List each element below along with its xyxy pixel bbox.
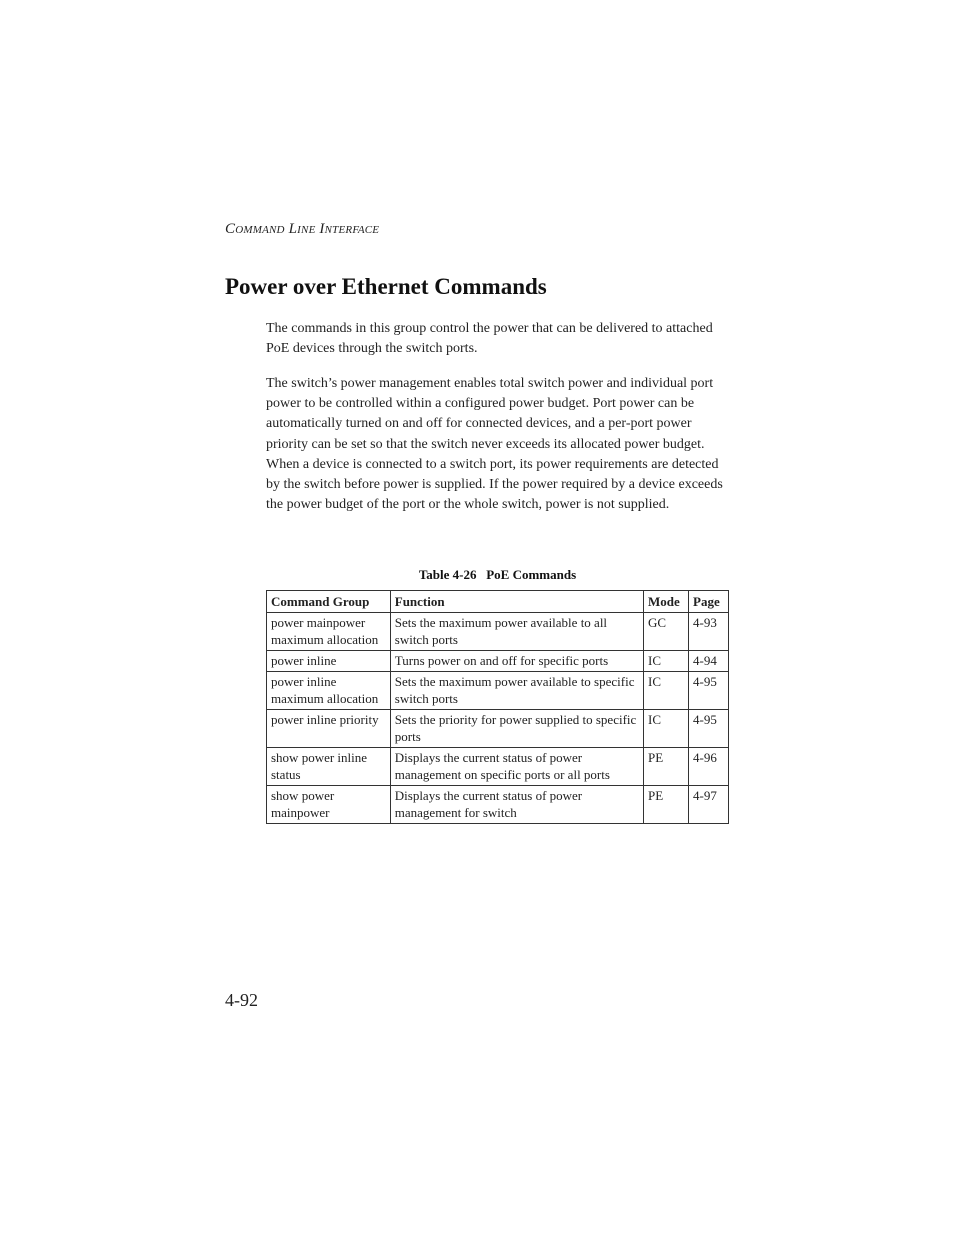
mode-cell: PE [644, 786, 689, 824]
table-row [267, 786, 729, 824]
table-row [267, 613, 729, 651]
column-header-page: Page [689, 591, 729, 613]
column-header-mode: Mode [644, 591, 689, 613]
page-cell: 4-93 [689, 613, 729, 651]
table-row [267, 651, 729, 672]
command-group-cell: power mainpower maximum allocation [267, 613, 391, 651]
column-header-function: Function [390, 591, 643, 613]
mode-cell: PE [644, 748, 689, 786]
poe-commands-table [266, 590, 729, 824]
page-cell: 4-94 [689, 651, 729, 672]
function-cell: Sets the maximum power available to all switch ports [390, 613, 643, 651]
command-group-cell: show power inline status [267, 748, 391, 786]
command-group-cell: power inline priority [267, 710, 391, 748]
mode-cell: GC [644, 613, 689, 651]
mode-cell: IC [644, 710, 689, 748]
mode-cell: IC [644, 651, 689, 672]
table-row [267, 710, 729, 748]
command-group-cell: show power mainpower [267, 786, 391, 824]
function-cell: Sets the priority for power supplied to specific ports [390, 710, 643, 748]
mode-cell: IC [644, 672, 689, 710]
intro-paragraph: The commands in this group control the power that can be delivered to attached PoE devices through the switch ports. [266, 321, 713, 357]
page-cell: 4-95 [689, 710, 729, 748]
running-header: Command Line Interface [225, 221, 380, 237]
page-number: 4-92 [225, 990, 258, 1010]
table-header-row [267, 591, 729, 613]
section-title: Power over Ethernet Commands [225, 274, 547, 299]
command-group-cell: power inline maximum allocation [267, 672, 391, 710]
function-cell: Sets the maximum power available to specific switch ports [390, 672, 643, 710]
table-row [267, 748, 729, 786]
page-cell: 4-97 [689, 786, 729, 824]
function-cell: Turns power on and off for specific ports [390, 651, 643, 672]
column-header-command-group: Command Group [267, 591, 391, 613]
table-row [267, 672, 729, 710]
function-cell: Displays the current status of power management for switch [390, 786, 643, 824]
page-cell: 4-96 [689, 748, 729, 786]
power-management-paragraph: The switch’s power management enables total switch power and individual port power to be controlled within a configured power budget. Port power can be automatically turned on and off for connected devices, and a per-port power priority can be set so that the switch never exceeds its allocated power budget. When a device is connected to a switch port, its power requirements are detected by the switch before power is supplied. If the power required by a device exceeds the power budget of the port or the whole switch, power is not supplied. [266, 376, 723, 513]
table-caption: Table 4-26 PoE Commands [418, 567, 577, 582]
function-cell: Displays the current status of power management on specific ports or all ports [390, 748, 643, 786]
page-cell: 4-95 [689, 672, 729, 710]
command-group-cell: power inline [267, 651, 391, 672]
